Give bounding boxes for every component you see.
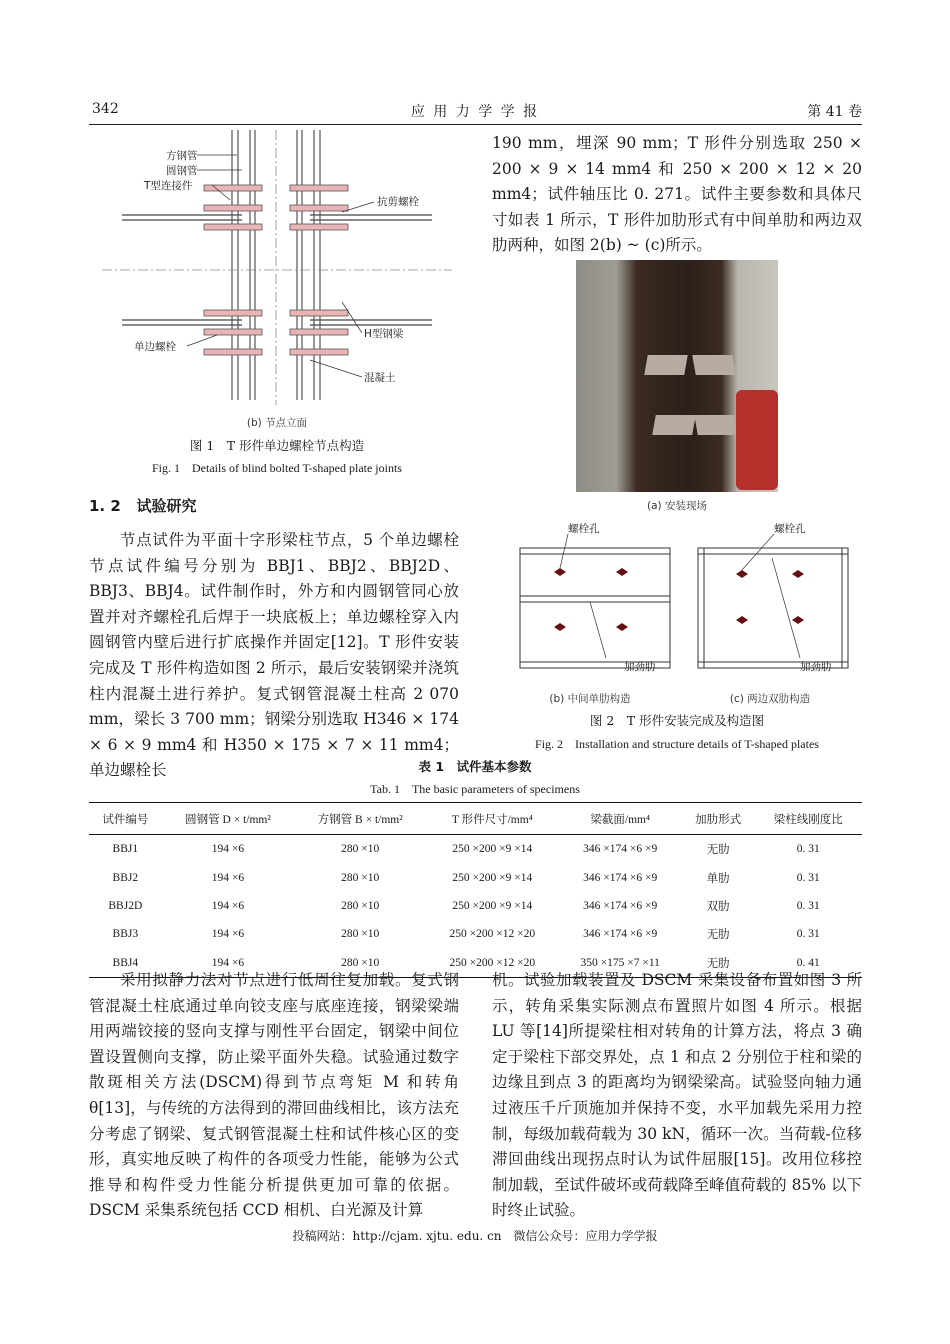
label-bolt-hole-c: 螺栓孔 [774,523,806,535]
journal-name: 应 用 力 学 学 报 [410,104,540,120]
table-cell: 194 ×6 [211,899,245,912]
table1-caption: 表 1 试件基本参数 [418,759,532,774]
paragraph-continued: 190 mm，埋深 90 mm；T 形件分别选取 250 × 200 × 9 × 14 mm4 和 250 × 200 × 12 × 20 mm4；试件轴压比 0. 271。试件主要参数和具体尺寸如表 1 所示，T 形件加肋形式有中间单肋和两边双肋两种，如图 2(b) ~ (c)所示。 [492,134,862,255]
table-cell: 350 ×175 ×7 ×11 [559,949,682,978]
table-cell: 无肋 [706,929,730,942]
table-cell: 双肋 [706,900,730,913]
table-cell: BBJ4 [89,949,162,978]
fig2a-photo [576,260,778,492]
table-cell: BBJ1 [112,843,139,856]
label-concrete: 混凝土 [364,372,396,384]
col-specimen-id: 试件编号 [89,803,162,835]
label-t-connector: T型连接件 [144,180,193,192]
table-cell: 280 ×10 [341,843,380,856]
paragraph-specimens: 节点试件为平面十字形梁柱节点，5 个单边螺栓节点试件编号分别为 BBJ1、BBJ2、BBJ2D、BBJ3、BBJ4。试件制作时，外方和内圆钢管同心放置并对齐螺栓孔后焊于一块底板上；单边螺栓穿入内圆钢管内壁后进行扩底操作并固定[12]。T 形件安装完成及 T 形件构造如图 2 所示，最后安装钢梁并浇筑柱内混凝土进行养护。复式钢管混凝土柱高 2 070 mm，梁长 3 700 mm；钢梁分别选取 H346 × 174 × 6 × 9 mm4 和 H350 × 175 × 7 × 11 mm4；单边螺栓长 [89,531,459,780]
col-square-tube: 方钢管 B × t/mm² [294,803,426,835]
col-round-tube: 圆钢管 D × t/mm² [162,803,295,835]
col-beam-section: 梁截面/mm⁴ [559,803,682,835]
fig2a-subcaption: (a) 安装现场 [647,500,707,512]
table-cell: 280 ×10 [341,871,380,884]
fig2bc-drawings [510,518,855,688]
table-cell: 0. 31 [796,871,820,884]
footer-contact: 投稿网站：http://cjam. xjtu. edu. cn 微信公众号：应用力学学报 [292,1229,658,1243]
table-row [89,892,862,920]
label-round-tube: 圆钢管 [166,165,198,177]
fig2-caption: 图 2 T 形件安装完成及构造图 [589,713,765,728]
label-stiffener-c: 加劲肋 [800,661,832,673]
label-blind-bolt: 单边螺栓 [134,341,176,353]
table-cell: 单肋 [706,872,730,885]
fig2c-subcaption: (c) 两边双肋构造 [729,693,811,705]
table-cell: 346 ×174 ×6 ×9 [583,843,658,856]
table-cell: 0. 31 [796,899,820,912]
bottom-left-text [89,968,459,1224]
section-number: 1. 2 [89,497,121,515]
table-cell: 250 ×200 ×9 ×14 [452,871,533,884]
table-cell: BBJ3 [112,928,139,941]
table-cell: 0. 41 [754,949,862,978]
label-square-tube: 方钢管 [166,150,198,162]
table-cell: 0. 31 [796,843,820,856]
table-header-row [89,803,862,835]
label-stiffener-b: 加劲肋 [624,661,656,673]
label-h-beam: H型钢梁 [364,328,404,340]
t-plate-shape [694,415,738,435]
fig1-caption: 图 1 T 形件单边螺栓节点构造 [189,438,365,453]
table-cell: 250 ×200 ×9 ×14 [452,843,533,856]
col-stiffness-ratio: 梁柱线刚度比 [754,803,862,835]
left-column-text [89,528,459,784]
page-number: 342 [92,101,119,117]
table-cell: 250 ×200 ×12 ×20 [449,928,536,941]
t-plate-shape [652,415,696,435]
table-cell: 250 ×200 ×9 ×14 [452,899,533,912]
table-cell: 346 ×174 ×6 ×9 [583,928,658,941]
header-rule [89,124,862,125]
table-cell: 无肋 [706,844,730,857]
t-plate-shape [644,355,688,375]
table-cell: 280 ×10 [341,928,380,941]
section-heading [89,495,196,516]
table-row [89,835,862,864]
table-cell: 194 ×6 [211,843,245,856]
table1 [89,802,862,978]
fig2b-subcaption: (b) 中间单肋构造 [549,693,631,705]
col-stiffener-type: 加肋形式 [682,803,755,835]
label-shear-bolt: 抗剪螺栓 [377,196,419,208]
paragraph-loading-continued: 机。试验加载装置及 DSCM 采集设备布置如图 3 所示，转角采集实际测点布置照片如图 4 所示。根据 LU 等[14]所提梁柱相对转角的计算方法，将点 3 确定于梁柱下部交界处，点 1 和点 2 分别位于柱和梁的边缘且到点 3 的距离均为钢梁梁高。试验竖向轴力通过液压千斤顶施加并保持不变，水平加载先采用力控制，每级加载荷载为 30 kN，循环一次。当荷载-位移滞回曲线出现拐点时认为试件屈服[15]。改用位移控制加载，至试件破坏或荷载降至峰值荷载的 85% 以下时终止试验。 [492,971,862,1220]
fig1-joint-drawing [92,130,462,420]
table-cell: 194 ×6 [211,928,245,941]
table-cell: 194 ×6 [162,949,295,978]
table-cell: BBJ2D [108,899,143,912]
table1-caption-en: Tab. 1 The basic parameters of specimens [370,782,580,796]
table-cell: BBJ2 [112,871,139,884]
table-cell: 346 ×174 ×6 ×9 [583,871,658,884]
fig2-caption-en: Fig. 2 Installation and structure details of T-shaped plates [535,737,819,751]
table-cell: 194 ×6 [211,871,245,884]
table-cell: 250 ×200 ×12 ×20 [426,949,559,978]
paragraph-loading: 采用拟静力法对节点进行低周往复加载。复式钢管混凝土柱底通过单向铰支座与底座连接，钢梁梁端用两端铰接的竖向支撑与刚性平台固定，钢梁中间位置设置侧向支撑，防止梁平面外失稳。试验通过数字散斑相关方法(DSCM)得到节点弯矩 M 和转角 θ[13]，与传统的方法得到的滞回曲线相比，该方法充分考虑了钢梁、复式钢管混凝土柱和试件核心区的变形，真实地反映了构件的各项受力性能，能够为公式推导和构件受力性能分析提供更加可靠的依据。DSCM 采集系统包括 CCD 相机、白光源及计算 [89,971,459,1220]
table-cell: 0. 31 [796,928,820,941]
section-title: 试验研究 [136,497,197,515]
volume-label: 第 41 卷 [807,104,862,120]
col-t-plate-size: T 形件尺寸/mm⁴ [426,803,559,835]
table-cell: 280 ×10 [294,949,426,978]
t-plate-shape [692,355,736,375]
red-drum-shape [736,390,778,490]
fig1-subcaption: (b) 节点立面 [246,417,308,429]
bottom-right-text [492,968,862,1224]
table-row [89,920,862,948]
table-cell: 无肋 [682,949,755,978]
right-column-text [492,131,862,259]
table-cell: 280 ×10 [341,899,380,912]
table-row [89,863,862,891]
table-cell: 346 ×174 ×6 ×9 [583,899,658,912]
fig1-caption-en: Fig. 1 Details of blind bolted T-shaped plate joints [152,461,402,475]
label-bolt-hole-b: 螺栓孔 [568,523,600,535]
